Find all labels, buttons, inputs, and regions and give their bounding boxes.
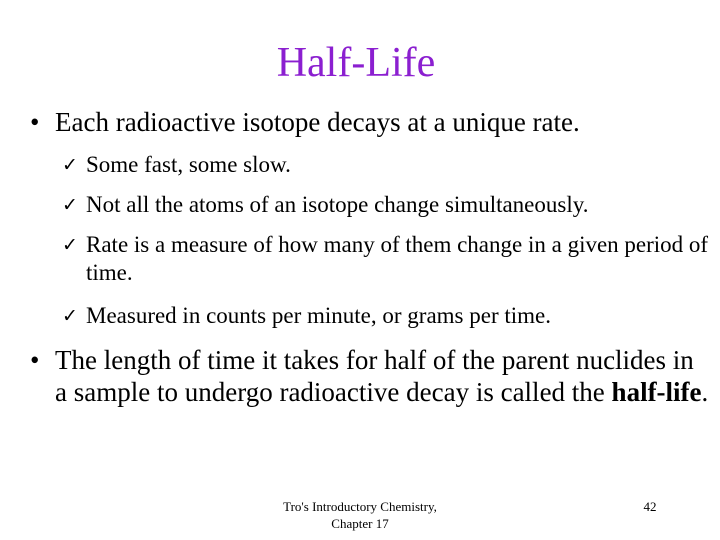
sub-bullet-3-text: Rate is a measure of how many of them change in a given period of time. — [86, 232, 709, 285]
half-life-term: half-life — [611, 377, 702, 407]
bullet-2 — [30, 344, 710, 408]
checkmark-icon: ✓ — [62, 154, 78, 176]
sub-bullet-2 — [62, 191, 712, 219]
checkmark-icon: ✓ — [62, 234, 78, 256]
sub-bullet-4-text: Measured in counts per minute, or grams per time. — [86, 303, 551, 328]
footer-source — [250, 498, 470, 532]
checkmark-icon: ✓ — [62, 305, 78, 327]
footer-source-line1: Tro's Introductory Chemistry, — [283, 499, 437, 514]
bullet-2-text-after: . — [701, 377, 709, 407]
bullet-1 — [30, 106, 710, 138]
sub-bullet-3 — [62, 231, 712, 287]
bullet-2-text — [55, 344, 710, 408]
page-number: 42 — [643, 499, 657, 514]
slide-title-text: Half-Life — [276, 40, 436, 86]
sub-bullet-4 — [62, 302, 712, 330]
checkmark-icon: ✓ — [62, 194, 78, 216]
sub-bullet-1-text: Some fast, some slow. — [86, 152, 291, 177]
bullet-2-text-before: The length of time it takes for half of the parent nuclides in a sample to undergo radioactive decay is called the — [55, 345, 694, 407]
sub-bullet-1 — [62, 151, 712, 179]
bullet-1-text: Each radioactive isotope decays at a unique rate. — [55, 107, 580, 137]
sub-bullet-2-text: Not all the atoms of an isotope change simultaneously. — [86, 192, 589, 217]
slide-title — [0, 38, 720, 88]
bullet-marker: • — [30, 345, 40, 375]
footer-source-line2: Chapter 17 — [331, 516, 389, 531]
bullet-marker: • — [30, 107, 40, 137]
